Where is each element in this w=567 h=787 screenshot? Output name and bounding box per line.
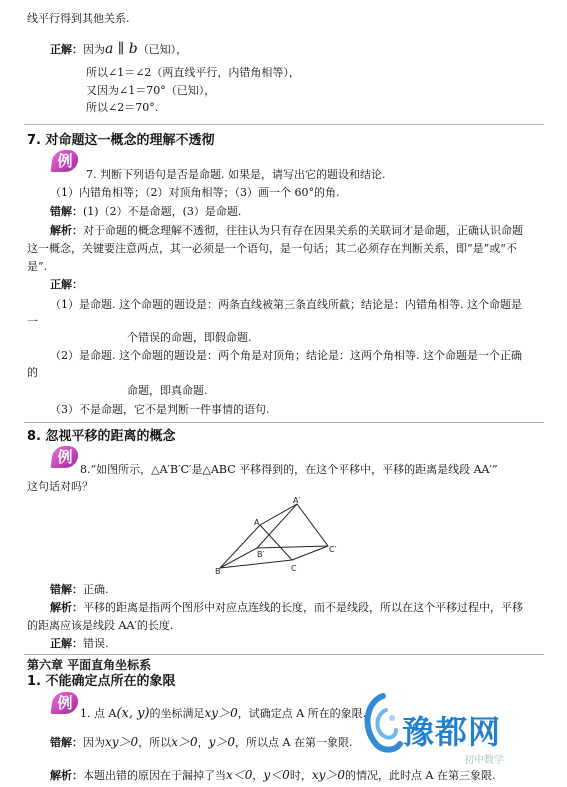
wrong-answer-7: 错解：(1)（2）不是命题，(3）是命题. (50, 205, 242, 218)
solution-7-p2-line-3: 命题，即真命题. (127, 384, 208, 397)
analysis-8-line-1: 解析：平移的距离是指两个图形中对应点连线的长度，而不是线段，所以在这个平移过程中，平移 (50, 601, 523, 614)
question-8-line-1: 8.“如图所示，△A′B′C′是△ABC 平移得到的，在这个平移中，平移的距离是线段 AA′” (80, 463, 498, 476)
solution-line-4: 所以∠2＝70°. (86, 101, 159, 114)
solution-7-p2-line-1: （2）是命题. 这个命题的题设是：两个角是对顶角；结论是：这两个角相等. 这个命题是一个正确 (50, 349, 522, 362)
section-7-heading: 7. 对命题这一概念的理解不透彻 (27, 133, 215, 148)
analysis-7-line-3: 是”. (27, 260, 48, 273)
analysis-label: 解析： (50, 601, 83, 614)
swirl-logo-icon (358, 688, 408, 760)
question-8-line-2: 这句话对吗？ (27, 480, 93, 493)
question-7-line-2: （1）内错角相等；（2）对顶角相等；（3）画一个 60°的角. (50, 186, 340, 199)
triangle-abc (220, 525, 292, 568)
solution-7-label: 正解： (50, 278, 83, 291)
solution-7-p1-line-3: 个错误的命题，即假命题. (127, 331, 252, 344)
wrong-label: 错解： (50, 583, 83, 596)
intro-line: 线平行得到其他关系. (27, 12, 130, 25)
analysis-7-line-2: 这一概念，关键要注意两点，其一必须是一个语句，是一句话；其二必须存在判断关系，即“是”或“不 (27, 242, 517, 255)
label-b: B (215, 567, 221, 576)
coordinate-expression: (x, y) (116, 706, 150, 721)
translation-figure (210, 496, 350, 576)
divider (24, 654, 544, 655)
example-badge: 例 (52, 692, 78, 714)
solution-7-p3: （3）不是命题，它不是判断一件事情的语句. (50, 403, 270, 416)
example-badge: 例 (52, 150, 78, 172)
logo-text: 豫都网 (402, 713, 502, 751)
label-b1: B′ (257, 550, 265, 559)
solution-line-2: 所以∠1＝∠2（两直线平行，内错角相等）， (86, 66, 300, 79)
label-a: A (254, 518, 260, 527)
segment-cc1 (292, 546, 328, 560)
analysis-8-line-2: 的距离应该是线段 AA′的长度. (27, 619, 174, 632)
label-a1: A′ (293, 496, 301, 505)
condition-expression: xy＞0 (204, 706, 238, 720)
label-c1: C′ (329, 545, 337, 554)
chapter-6-section-1-heading: 1. 不能确定点所在的象限 (27, 674, 176, 689)
solution-line-3: 又因为∠1＝70°（已知）， (86, 84, 216, 97)
example-badge: 例 (52, 446, 78, 468)
analysis-7-line-1: 解析：对于命题的概念理解不透彻，往往认为只有存在因果关系的关联词才是命题，正确认识命题 (50, 224, 523, 237)
question-7-line-1: 7. 判断下列语句是否是命题. 如果是，请写出它的题设和结论. (86, 168, 386, 181)
question-ch6-1: 1. 点 A(x, y)的坐标满足xy＞0，试确定点 A 所在的象限. (80, 706, 367, 721)
solution-7-p1-line-2: 一 (27, 315, 38, 328)
analysis-ch6: 解析：本题出错的原因在于漏掉了当x＜0，y＜0时，xy＞0的情况，此时点 A 在第三象限. (50, 768, 496, 782)
solution-known: （已知）， (137, 43, 188, 56)
solution-7-p2-line-2: 的 (27, 366, 38, 379)
solution-label: 正解： (50, 43, 83, 56)
solution-text: 因为 (83, 43, 105, 56)
wrong-answer-8: 错解：正确. (50, 583, 109, 596)
divider (24, 422, 544, 423)
chapter-title: 第六章 平面直角坐标系 (27, 658, 152, 672)
solution-8: 正解：错误. (50, 637, 109, 650)
logo-subtext: 初中数学 (464, 755, 504, 766)
solution-7-p1-line-1: （1）是命题. 这个命题的题设是：两条直线被第三条直线所截；结论是：内错角相等. 这个命题是 (50, 298, 522, 311)
wrong-answer-ch6: 错解：因为xy＞0，所以x＞0，y＞0，所以点 A 在第一象限. (50, 735, 353, 749)
triangle-a1b1c1 (257, 504, 328, 548)
divider (24, 124, 544, 125)
wrong-label: 错解： (50, 205, 83, 218)
wrong-label: 错解： (50, 736, 83, 749)
analysis-label: 解析： (50, 769, 83, 782)
section-8-heading: 8. 忽视平移的距离的概念 (27, 429, 176, 444)
label-c: C (291, 564, 297, 573)
solution-line-1 (50, 42, 187, 57)
parallel-expression: a ∥ b (105, 41, 138, 57)
segment-aa1 (260, 504, 297, 525)
solution-label: 正解： (50, 637, 83, 650)
analysis-label: 解析： (50, 224, 83, 237)
